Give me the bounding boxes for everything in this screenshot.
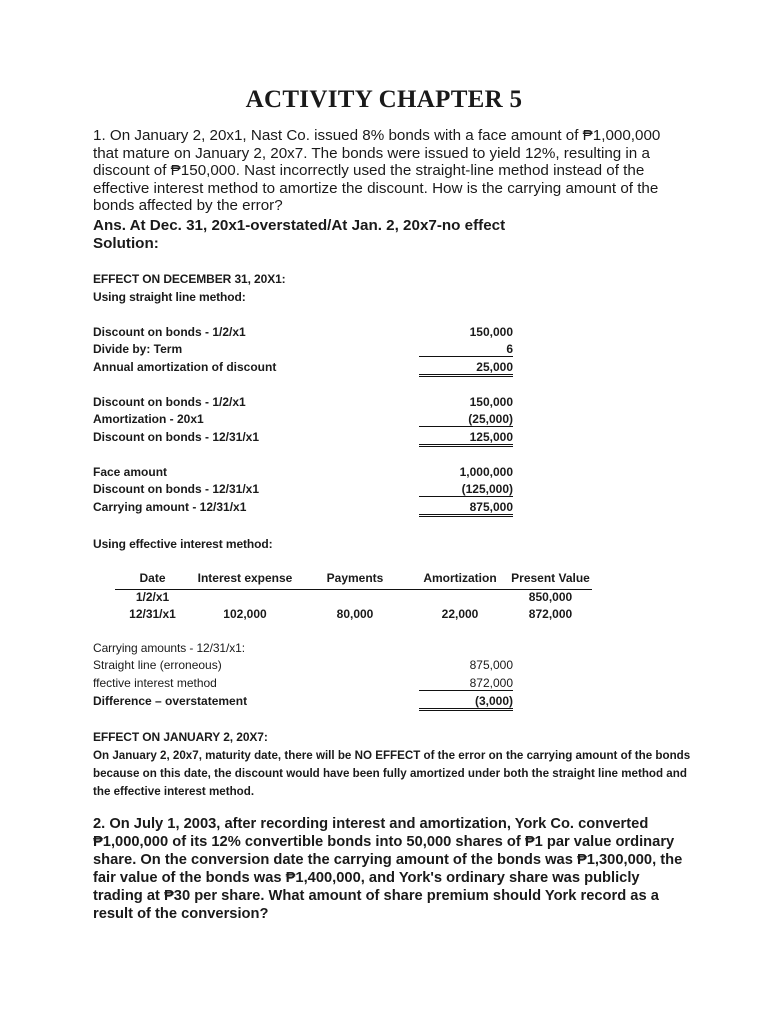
table-header	[115, 571, 592, 590]
row-label: Face amount	[93, 465, 168, 479]
question-1-text: 1. On January 2, 20x1, Nast Co. issued 8% bonds with a face amount of ₱1,000,000 that mature on January 2, 20x7. The bonds were issued to yield 12%, resulting in a discount of ₱150,000. Nast incorrectly used the straight-line method instead of the effective interest method to amortize the discount. How is the carrying amount of the bonds affected by the error?	[93, 127, 661, 215]
effect-jan-heading: EFFECT ON JANUARY 2, 20X7:	[93, 730, 268, 744]
carrying-amounts-heading: Carrying amounts - 12/31/x1:	[93, 641, 245, 655]
calc-row	[93, 342, 513, 360]
row-value: 6	[419, 342, 513, 357]
calc-row	[93, 465, 513, 483]
calc-row	[93, 694, 513, 712]
row-label: Discount on bonds - 1/2/x1	[93, 325, 246, 339]
answer-text: Ans. At Dec. 31, 20x1-overstated/At Jan. 2, 20x7-no effect	[93, 217, 506, 234]
row-label: Straight line (erroneous)	[93, 658, 222, 672]
calc-row	[93, 676, 513, 694]
calc-row	[93, 430, 513, 448]
row-label: Discount on bonds - 12/31/x1	[93, 482, 260, 496]
row-value: 875,000	[469, 658, 513, 672]
row-value: 875,000	[419, 500, 513, 517]
row-label: ffective interest method	[93, 676, 217, 690]
row-value: 25,000	[419, 360, 513, 377]
column-header-amortization: Amortization	[423, 571, 497, 585]
question-1-answer	[93, 217, 505, 253]
calc-row	[93, 412, 513, 430]
column-header-interest-expense: Interest expense	[197, 571, 293, 585]
calc-row	[93, 482, 513, 500]
row-value: 150,000	[469, 395, 513, 409]
row-label: Carrying amount - 12/31/x1	[93, 500, 247, 514]
row-value: 872,000	[419, 676, 513, 691]
table-cell: 80,000	[336, 607, 374, 621]
row-label: Discount on bonds - 12/31/x1	[93, 430, 260, 444]
row-value: (25,000)	[419, 412, 513, 427]
amortization-table	[115, 571, 605, 625]
row-value: 150,000	[469, 325, 513, 339]
effective-interest-heading: Using effective interest method:	[93, 537, 273, 551]
row-label: Divide by: Term	[93, 342, 183, 356]
calc-row	[93, 360, 513, 378]
question-2-text: 2. On July 1, 2003, after recording interest and amortization, York Co. converted ₱1,000,000 of its 12% convertible bonds into 50,000 shares of ₱1 par value ordinary share. On the conversion date the carrying amount of the bonds was ₱1,300,000, the fair value of the bonds was ₱1,400,000, and York's ordinary share was publicly trading at ₱30 per share. What amount of share premium should York record as a result of the conversion?	[93, 816, 683, 923]
table-cell: 850,000	[528, 589, 573, 604]
straight-line-heading: Using straight line method:	[93, 290, 246, 304]
effect-dec-heading: EFFECT ON DECEMBER 31, 20X1:	[93, 272, 286, 286]
table-cell: 12/31/x1	[129, 607, 176, 621]
row-value: (3,000)	[419, 694, 513, 711]
calc-row	[93, 395, 513, 413]
table-cell: 872,000	[528, 607, 573, 621]
column-header-present-value: Present Value	[511, 571, 590, 585]
calc-row	[93, 325, 513, 343]
table-row	[115, 590, 605, 608]
row-value: 1,000,000	[459, 465, 513, 479]
table-row	[115, 607, 605, 625]
solution-label: Solution:	[93, 235, 159, 252]
row-label: Discount on bonds - 1/2/x1	[93, 395, 246, 409]
row-value: (125,000)	[419, 482, 513, 497]
table-cell: 1/2/x1	[135, 589, 170, 604]
page-title: ACTIVITY CHAPTER 5	[245, 86, 523, 113]
row-value: 125,000	[419, 430, 513, 447]
column-header-payments: Payments	[326, 571, 384, 585]
table-cell: 22,000	[441, 607, 479, 621]
table-cell: 102,000	[223, 607, 267, 621]
calc-row	[93, 658, 513, 676]
effect-jan-text: On January 2, 20x7, maturity date, there will be NO EFFECT of the error on the carrying amount of the bonds because on this date, the discount would have been fully amortized under both the straight line method and the effective interest method.	[93, 749, 691, 798]
row-label: Amortization - 20x1	[93, 412, 204, 426]
calc-row	[93, 500, 513, 518]
column-header-date: Date	[139, 571, 166, 585]
row-label: Annual amortization of discount	[93, 360, 277, 374]
row-label: Difference – overstatement	[93, 694, 248, 708]
